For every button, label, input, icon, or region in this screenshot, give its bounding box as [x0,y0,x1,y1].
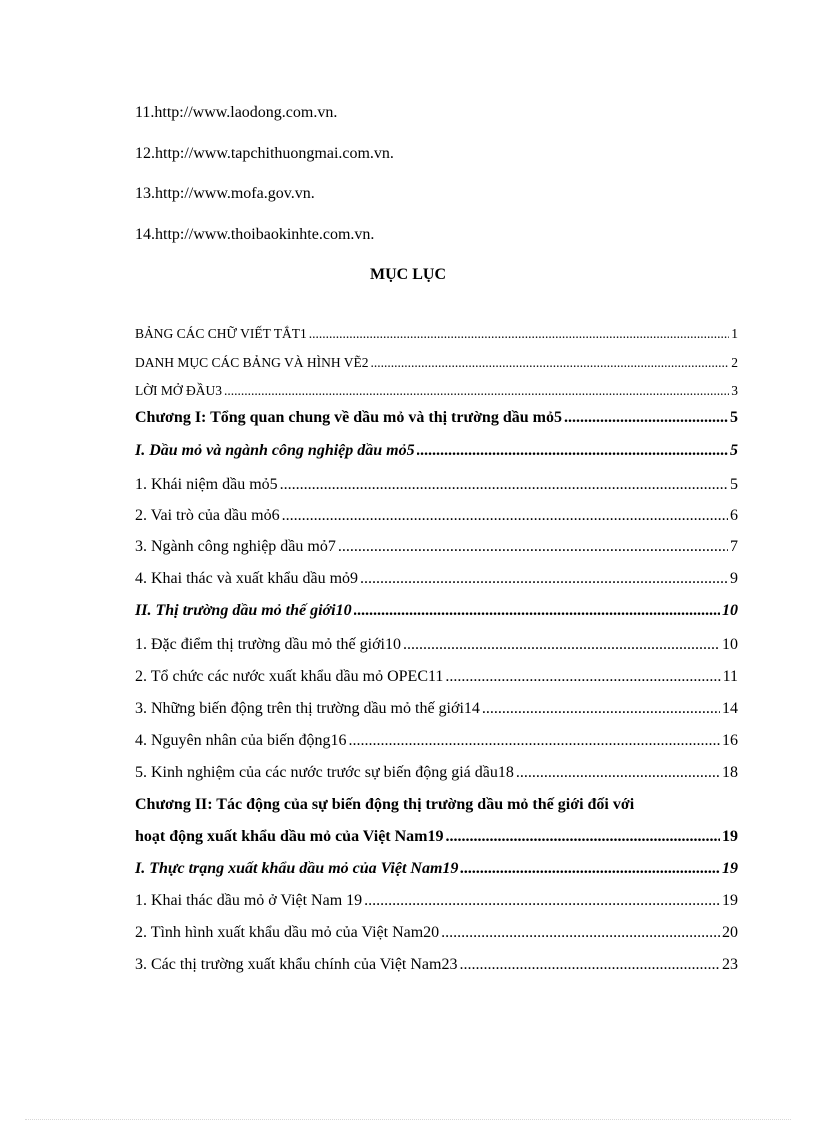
toc-leader-dots [446,828,721,846]
toc-leader-dots [445,668,720,686]
toc-entry[interactable] [135,507,738,525]
toc-entry-label: 3. Ngành công nghiệp dầu mỏ7 [135,538,336,555]
toc-entry-label: 2. Vai trò của dầu mỏ6 [135,507,280,524]
toc-entry-page: 10 [722,636,738,653]
toc-entry-label: DANH MỤC CÁC BẢNG VÀ HÌNH VẼ2 [135,355,369,370]
toc-entry-page: 5 [730,409,738,426]
toc-entry[interactable] [135,764,738,782]
toc-entry-section[interactable] [135,442,738,460]
toc-entry-page: 9 [730,570,738,587]
toc-leader-dots [280,476,728,494]
toc-entry-label: 3. Các thị trường xuất khẩu chính của Việt Nam23 [135,956,458,973]
toc-leader-dots [371,355,730,371]
toc-entry[interactable] [135,956,738,974]
toc-entry-page: 20 [722,924,738,941]
toc-entry-section[interactable] [135,860,738,878]
page-bottom-rule [25,1119,791,1120]
toc-entry[interactable] [135,732,738,750]
toc-entry-label: 4. Khai thác và xuất khẩu dầu mỏ9 [135,570,359,587]
reference-item: 12.http://www.tapchithuongmai.com.vn. [135,145,394,162]
toc-leader-dots [459,956,720,974]
toc-leader-dots [564,409,728,427]
toc-entry-page: 1 [731,326,738,341]
toc-entry-label: BẢNG CÁC CHỮ VIẾT TẮT1 [135,326,307,341]
toc-entry[interactable] [135,476,738,494]
toc-entry[interactable] [135,538,738,556]
toc-entry-section[interactable] [135,602,738,620]
toc-entry-label: 4. Nguyên nhân của biến động16 [135,732,347,749]
toc-entry[interactable] [135,700,738,718]
toc-entry-label: 2. Tình hình xuất khẩu dầu mỏ của Việt Nam20 [135,924,440,941]
toc-entry-chapter[interactable] [135,828,738,846]
toc-entry[interactable] [135,668,738,686]
toc-leader-dots [441,924,720,942]
toc-entry-chapter[interactable] [135,409,738,427]
toc-entry-label: I. Dầu mỏ và ngành công nghiệp dầu mỏ5 [135,442,415,459]
toc-entry-page: 10 [722,602,738,619]
toc-entry-label: 2. Tổ chức các nước xuất khẩu dầu mỏ OPEC11 [135,668,444,685]
toc-entry-page: 11 [722,668,738,685]
toc-entry-page: 14 [722,700,738,717]
toc-entry-page: 5 [730,476,738,493]
reference-item: 11.http://www.laodong.com.vn. [135,104,338,121]
toc-entry[interactable] [135,924,738,942]
toc-entry[interactable] [135,326,738,342]
toc-entry-label: 5. Kinh nghiệm của các nước trước sự biến động giá dầu18 [135,764,514,781]
toc-leader-dots [282,507,728,525]
toc-entry-page: 3 [731,383,738,398]
toc-entry-label: 1. Khái niệm dầu mỏ5 [135,476,278,493]
toc-entry[interactable] [135,383,738,399]
toc-entry-page: 18 [722,764,738,781]
toc-entry-page: 19 [722,892,738,909]
toc-leader-dots [516,764,720,782]
toc-entry-page: 2 [731,355,738,370]
toc-entry-page: 7 [730,538,738,555]
toc-entry-label: 1. Khai thác dầu mỏ ở Việt Nam 19 [135,892,363,909]
toc-leader-dots [364,892,720,910]
toc-leader-dots [360,570,728,588]
toc-leader-dots [354,602,720,620]
toc-entry-label: 3. Những biến động trên thị trường dầu mỏ thế giới14 [135,700,480,717]
toc-entry-page: 5 [730,442,738,459]
toc-leader-dots [417,442,728,460]
toc-leader-dots [338,538,728,556]
toc-entry[interactable] [135,892,738,910]
toc-entry-label: I. Thực trạng xuất khẩu dầu mỏ của Việt Nam19 [135,860,459,877]
toc-leader-dots [349,732,720,750]
toc-leader-dots [309,326,730,342]
toc-entry-page: 16 [722,732,738,749]
toc-entry-label: Chương I: Tổng quan chung về dầu mỏ và thị trường dầu mỏ5 [135,409,562,426]
toc-entry-chapter-line1[interactable]: Chương II: Tác động của sự biến động thị trường dầu mỏ thế giới đối với [135,796,635,813]
toc-entry-page: 19 [722,860,738,877]
toc-entry-label: 1. Đặc điểm thị trường dầu mỏ thế giới10 [135,636,401,653]
toc-entry-page: 6 [730,507,738,524]
toc-entry[interactable] [135,570,738,588]
reference-item: 13.http://www.mofa.gov.vn. [135,185,315,202]
toc-entry-label: II. Thị trường dầu mỏ thế giới10 [135,602,352,619]
reference-item: 14.http://www.thoibaokinhte.com.vn. [135,226,375,243]
toc-entry-label: LỜI MỞ ĐẦU3 [135,383,222,398]
toc-leader-dots [403,636,720,654]
toc-entry[interactable] [135,636,738,654]
toc-leader-dots [224,383,729,399]
toc-entry[interactable] [135,355,738,371]
toc-entry-page: 19 [722,828,738,845]
toc-leader-dots [482,700,720,718]
toc-title: MỤC LỤC [370,266,446,283]
toc-entry-label: hoạt động xuất khẩu dầu mỏ của Việt Nam19 [135,828,444,845]
toc-leader-dots [460,860,720,878]
toc-entry-page: 23 [722,956,738,973]
